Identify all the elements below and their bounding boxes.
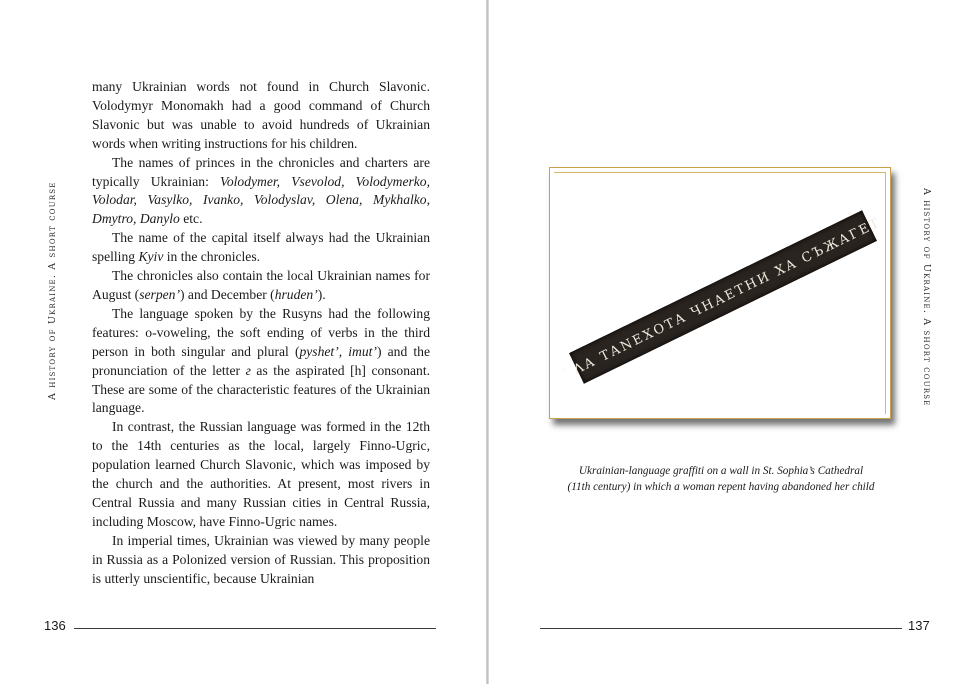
text-run: The name of the capital itself always had the Ukrainian spelling — [92, 230, 430, 265]
figure-caption-line-1: Ukrainian-language graffiti on a wall in St. Sophia’s Cathedral — [578, 465, 864, 477]
text-run: ) and December ( — [179, 286, 275, 302]
graffiti-inscription: ꙶ ΛΑ ТΑΝΕХОТΑ ЧНАЕТНИ ΧΑ СЪЖΑГЕТ — [563, 215, 884, 382]
footer-rule-right — [540, 628, 902, 629]
text-run: ) and the pronunciation of the letter — [92, 343, 431, 378]
body-paragraph — [92, 267, 430, 305]
running-head-left: A history of Ukraine. A short course — [47, 181, 58, 400]
body-paragraph — [92, 305, 430, 418]
text-run: The names of princes in the chronicles and charters are typically Ukrainian: — [92, 154, 430, 189]
text-run: many Ukrainian words not found in Church Slavonic. Volodymyr Monomakh had a good command of Church Slavonic but was unable to avoid hundreds of Ukrainian words when writing instructions for his children. — [92, 79, 430, 151]
text-run: In imperial times, Ukrainian was viewed by many people in Russia as a Polonized version of Russian. This proposition is utterly unscientific, because Ukrainian — [92, 532, 430, 586]
text-run: In contrast, the Russian language was formed in the 12th to the 14th centuries as the local, largely Finno-Ugric, population learned Church Slavonic, which was imposed by the church and the authorities. At present, most rivers in Central Russia and many Russian cities in Central Russia, including Moscow, have Finno-Ugric names. — [92, 419, 430, 529]
body-paragraph — [92, 229, 430, 267]
body-paragraph — [92, 532, 430, 589]
italic-run: Kyiv — [138, 249, 164, 265]
figure-caption — [540, 464, 902, 495]
italic-run: г — [245, 362, 251, 378]
text-run: in the chronicles. — [163, 249, 261, 265]
italic-run: serpen’ — [139, 286, 180, 302]
body-paragraph — [92, 154, 430, 230]
running-head-right: A history of Ukraine. A short course — [921, 188, 932, 407]
page-gutter — [486, 0, 489, 684]
footer-rule-left — [74, 628, 436, 629]
text-run: The chronicles also contain the local Ukrainian names for August ( — [92, 268, 430, 302]
body-text — [92, 78, 430, 588]
text-run: The language spoken by the Rusyns had the following features: o-voweling, the soft ending of verbs in the third person in both singular and plural ( — [92, 305, 430, 359]
page-number-right: 137 — [908, 618, 930, 633]
text-run: etc. — [179, 211, 203, 227]
figure-caption-line-2: (11th century) in which a woman repent having abandoned her child — [567, 480, 875, 493]
italic-run: Volodymer, Vsevolod, Volodymerko, Volodar, Vasylko, Ivanko, Volodyslav, Olena, Mykhalko, Dmytro, Danylo — [92, 173, 431, 227]
text-run: as the aspirated [h] consonant. These are some of the characteristic features of the Ukrainian language. — [92, 362, 430, 416]
body-paragraph — [92, 78, 430, 154]
page-number-left: 136 — [44, 618, 66, 633]
italic-run: pyshet’, imut’ — [299, 343, 377, 359]
italic-run: hruden’ — [274, 286, 318, 302]
text-run: ). — [317, 286, 326, 302]
body-paragraph — [92, 418, 430, 531]
